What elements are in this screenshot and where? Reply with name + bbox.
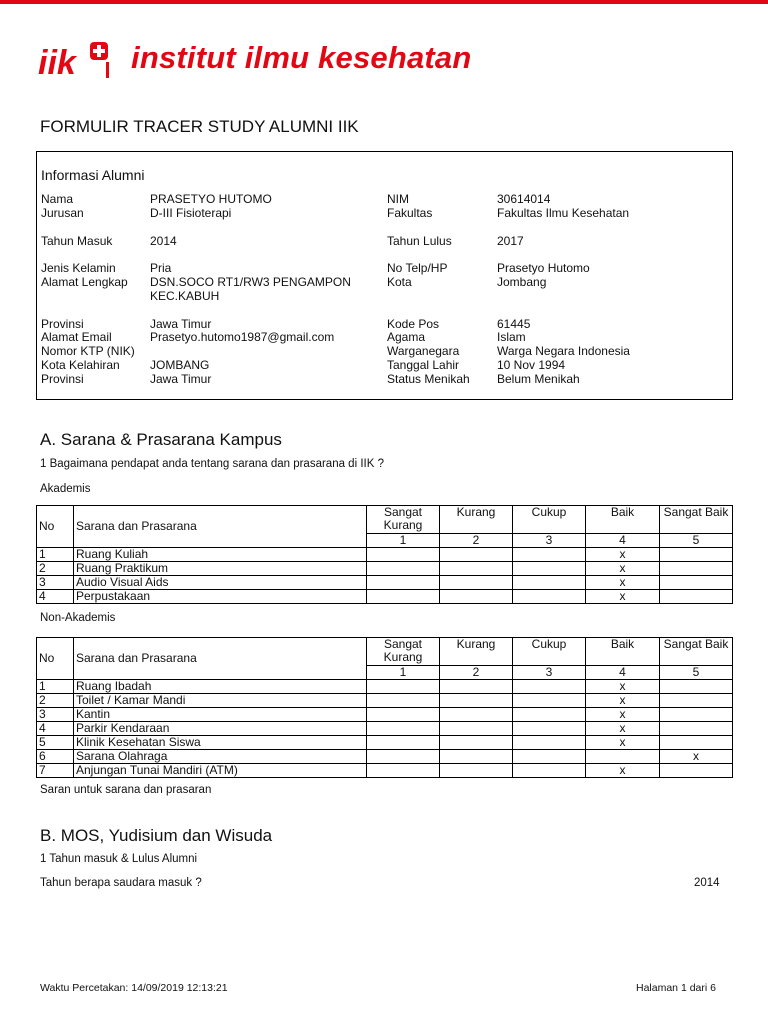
- rating-cell: [513, 548, 586, 562]
- info-value: Jawa Timur: [150, 372, 212, 386]
- info-label: Alamat Email: [41, 330, 112, 344]
- header-sangat-baik: Sangat Baik: [660, 638, 733, 666]
- rating-cell: [440, 680, 513, 694]
- rating-cell: x: [586, 576, 660, 590]
- rating-cell: [367, 680, 440, 694]
- rating-cell: [660, 764, 733, 778]
- info-label: NIM: [387, 192, 409, 206]
- rating-cell: [367, 562, 440, 576]
- rating-cell: [513, 680, 586, 694]
- rating-cell: x: [586, 590, 660, 604]
- akademis-label: Akademis: [40, 483, 91, 495]
- info-label: Alamat Lengkap: [41, 275, 128, 289]
- rating-cell: [440, 708, 513, 722]
- rating-cell: [513, 750, 586, 764]
- brand-name: institut ilmu kesehatan: [131, 40, 472, 75]
- rating-cell: [660, 708, 733, 722]
- table-row: [37, 694, 733, 708]
- rating-cell: [367, 750, 440, 764]
- rating-cell: [660, 736, 733, 750]
- rating-cell: [367, 708, 440, 722]
- table-row: [37, 736, 733, 750]
- row-no: 3: [37, 708, 74, 722]
- info-value: Jombang: [497, 275, 547, 289]
- row-no: 2: [37, 694, 74, 708]
- row-no: 4: [37, 722, 74, 736]
- row-no: 2: [37, 562, 74, 576]
- header-item: Sarana dan Prasarana: [74, 506, 367, 548]
- header-cukup: Cukup: [513, 506, 586, 534]
- scale-number: 3: [513, 534, 586, 548]
- header-cukup: Cukup: [513, 638, 586, 666]
- scale-number: 2: [440, 666, 513, 680]
- scale-number: 4: [586, 534, 660, 548]
- rating-cell: [660, 590, 733, 604]
- rating-cell: [513, 576, 586, 590]
- header-kurang: Kurang: [440, 506, 513, 534]
- info-value: DSN.SOCO RT1/RW3 PENGAMPON: [150, 275, 351, 289]
- row-item: Ruang Kuliah: [74, 548, 367, 562]
- rating-cell: [440, 722, 513, 736]
- svg-text:iik: iik: [38, 44, 76, 80]
- rating-cell: x: [586, 764, 660, 778]
- rating-cell: [440, 590, 513, 604]
- row-item: Klinik Kesehatan Siswa: [74, 736, 367, 750]
- row-item: Sarana Olahraga: [74, 750, 367, 764]
- info-value: 30614014: [497, 192, 551, 206]
- alumni-info-box: [36, 151, 733, 400]
- scale-number: 1: [367, 666, 440, 680]
- rating-cell: x: [586, 562, 660, 576]
- info-label: Provinsi: [41, 372, 84, 386]
- info-value: Jawa Timur: [150, 317, 212, 331]
- scale-number: 4: [586, 666, 660, 680]
- print-timestamp: Waktu Percetakan: 14/09/2019 12:13:21: [40, 982, 228, 994]
- row-item: Toilet / Kamar Mandi: [74, 694, 367, 708]
- row-item: Anjungan Tunai Mandiri (ATM): [74, 764, 367, 778]
- info-value: Islam: [497, 330, 526, 344]
- header-baik: Baik: [586, 506, 660, 534]
- table-row: [37, 548, 733, 562]
- rating-cell: [660, 722, 733, 736]
- info-label: Agama: [387, 330, 426, 344]
- info-label: Status Menikah: [387, 372, 470, 386]
- info-label: Warganegara: [387, 344, 460, 358]
- section-b-answer: 2014: [694, 877, 720, 889]
- info-value: D-III Fisioterapi: [150, 206, 232, 220]
- rating-cell: [513, 694, 586, 708]
- header-kurang: Kurang: [440, 638, 513, 666]
- header-sangat-kurang: Sangat Kurang: [367, 506, 440, 534]
- header-no: No: [37, 638, 74, 680]
- iik-logo: [36, 40, 116, 80]
- rating-cell: [367, 576, 440, 590]
- rating-cell: [440, 562, 513, 576]
- rating-cell: [440, 750, 513, 764]
- info-label: Tahun Lulus: [387, 234, 452, 248]
- rating-cell: [367, 764, 440, 778]
- info-value: Pria: [150, 261, 172, 275]
- info-value: JOMBANG: [150, 358, 210, 372]
- rating-cell: [367, 722, 440, 736]
- rating-cell: [660, 694, 733, 708]
- rating-cell: [513, 736, 586, 750]
- info-label: Kota Kelahiran: [41, 358, 120, 372]
- rating-cell: [513, 590, 586, 604]
- info-value: 10 Nov 1994: [497, 358, 566, 372]
- info-label: Tanggal Lahir: [387, 358, 460, 372]
- table-row: [37, 708, 733, 722]
- section-a-title: A. Sarana & Prasarana Kampus: [40, 430, 282, 449]
- row-item: Ruang Ibadah: [74, 680, 367, 694]
- section-b-title: B. MOS, Yudisium dan Wisuda: [40, 826, 273, 845]
- row-no: 1: [37, 548, 74, 562]
- scale-number: 5: [660, 534, 733, 548]
- table-row: [37, 680, 733, 694]
- row-no: 1: [37, 680, 74, 694]
- info-value: 2014: [150, 234, 177, 248]
- rating-cell: [440, 576, 513, 590]
- rating-cell: [367, 736, 440, 750]
- rating-cell: [440, 694, 513, 708]
- rating-cell: [586, 750, 660, 764]
- info-value: PRASETYO HUTOMO: [150, 192, 272, 206]
- row-item: Audio Visual Aids: [74, 576, 367, 590]
- header-sangat-baik: Sangat Baik: [660, 506, 733, 534]
- info-value: Warga Negara Indonesia: [497, 344, 630, 358]
- rating-cell: [440, 736, 513, 750]
- rating-cell: x: [586, 736, 660, 750]
- info-value: Fakultas Ilmu Kesehatan: [497, 206, 630, 220]
- rating-cell: x: [586, 708, 660, 722]
- info-value: 61445: [497, 317, 531, 331]
- rating-cell: x: [586, 722, 660, 736]
- rating-cell: x: [660, 750, 733, 764]
- row-no: 6: [37, 750, 74, 764]
- rating-cell: [367, 694, 440, 708]
- info-label: Nomor KTP (NIK): [41, 344, 135, 358]
- rating-cell: [660, 680, 733, 694]
- info-value: Belum Menikah: [497, 372, 580, 386]
- scale-number: 3: [513, 666, 586, 680]
- section-b-question: 1 Tahun masuk & Lulus Alumni: [40, 853, 198, 865]
- section-b-sub-question: Tahun berapa saudara masuk ?: [40, 877, 202, 889]
- rating-cell: [513, 722, 586, 736]
- header-item: Sarana dan Prasarana: [74, 638, 367, 680]
- info-label: Kode Pos: [387, 317, 440, 331]
- rating-cell: [513, 708, 586, 722]
- scale-number: 1: [367, 534, 440, 548]
- rating-cell: [513, 562, 586, 576]
- rating-cell: [660, 576, 733, 590]
- info-label: Fakultas: [387, 206, 433, 220]
- rating-cell: [513, 764, 586, 778]
- info-label: Tahun Masuk: [41, 234, 113, 248]
- info-title: Informasi Alumni: [41, 167, 145, 183]
- info-label: Jenis Kelamin: [41, 261, 116, 275]
- header-no: No: [37, 506, 74, 548]
- info-label: Kota: [387, 275, 412, 289]
- rating-cell: [367, 590, 440, 604]
- table-row: [37, 722, 733, 736]
- rating-cell: [660, 548, 733, 562]
- table-row: [37, 576, 733, 590]
- scale-number: 2: [440, 534, 513, 548]
- page-number: Halaman 1 dari 6: [636, 982, 716, 994]
- info-label: No Telp/HP: [387, 261, 448, 275]
- info-label: Jurusan: [41, 206, 84, 220]
- row-no: 4: [37, 590, 74, 604]
- saran-label: Saran untuk sarana dan prasaran: [40, 784, 212, 796]
- row-item: Ruang Praktikum: [74, 562, 367, 576]
- table-row: [37, 590, 733, 604]
- rating-cell: [440, 548, 513, 562]
- table-row: [37, 764, 733, 778]
- info-value: KEC.KABUH: [150, 289, 220, 303]
- rating-cell: [367, 548, 440, 562]
- scale-number: 5: [660, 666, 733, 680]
- info-value: Prasetyo Hutomo: [497, 261, 590, 275]
- akademis-table: [36, 505, 733, 604]
- rating-cell: x: [586, 548, 660, 562]
- header-baik: Baik: [586, 638, 660, 666]
- row-item: Perpustakaan: [74, 590, 367, 604]
- info-label: Nama: [41, 192, 74, 206]
- row-no: 5: [37, 736, 74, 750]
- top-accent-bar: [0, 0, 768, 4]
- row-item: Parkir Kendaraan: [74, 722, 367, 736]
- info-value: 2017: [497, 234, 524, 248]
- non-akademis-label: Non-Akademis: [40, 612, 116, 624]
- rating-cell: x: [586, 680, 660, 694]
- rating-cell: x: [586, 694, 660, 708]
- non-akademis-table: [36, 637, 733, 778]
- section-a-question: 1 Bagaimana pendapat anda tentang sarana dan prasarana di IIK ?: [40, 458, 384, 470]
- rating-cell: [440, 764, 513, 778]
- rating-cell: [660, 562, 733, 576]
- info-value: Prasetyo.hutomo1987@gmail.com: [150, 330, 335, 344]
- table-row: [37, 750, 733, 764]
- row-item: Kantin: [74, 708, 367, 722]
- info-label: Provinsi: [41, 317, 84, 331]
- form-title: FORMULIR TRACER STUDY ALUMNI IIK: [40, 117, 359, 136]
- table-row: [37, 562, 733, 576]
- header-sangat-kurang: Sangat Kurang: [367, 638, 440, 666]
- row-no: 3: [37, 576, 74, 590]
- row-no: 7: [37, 764, 74, 778]
